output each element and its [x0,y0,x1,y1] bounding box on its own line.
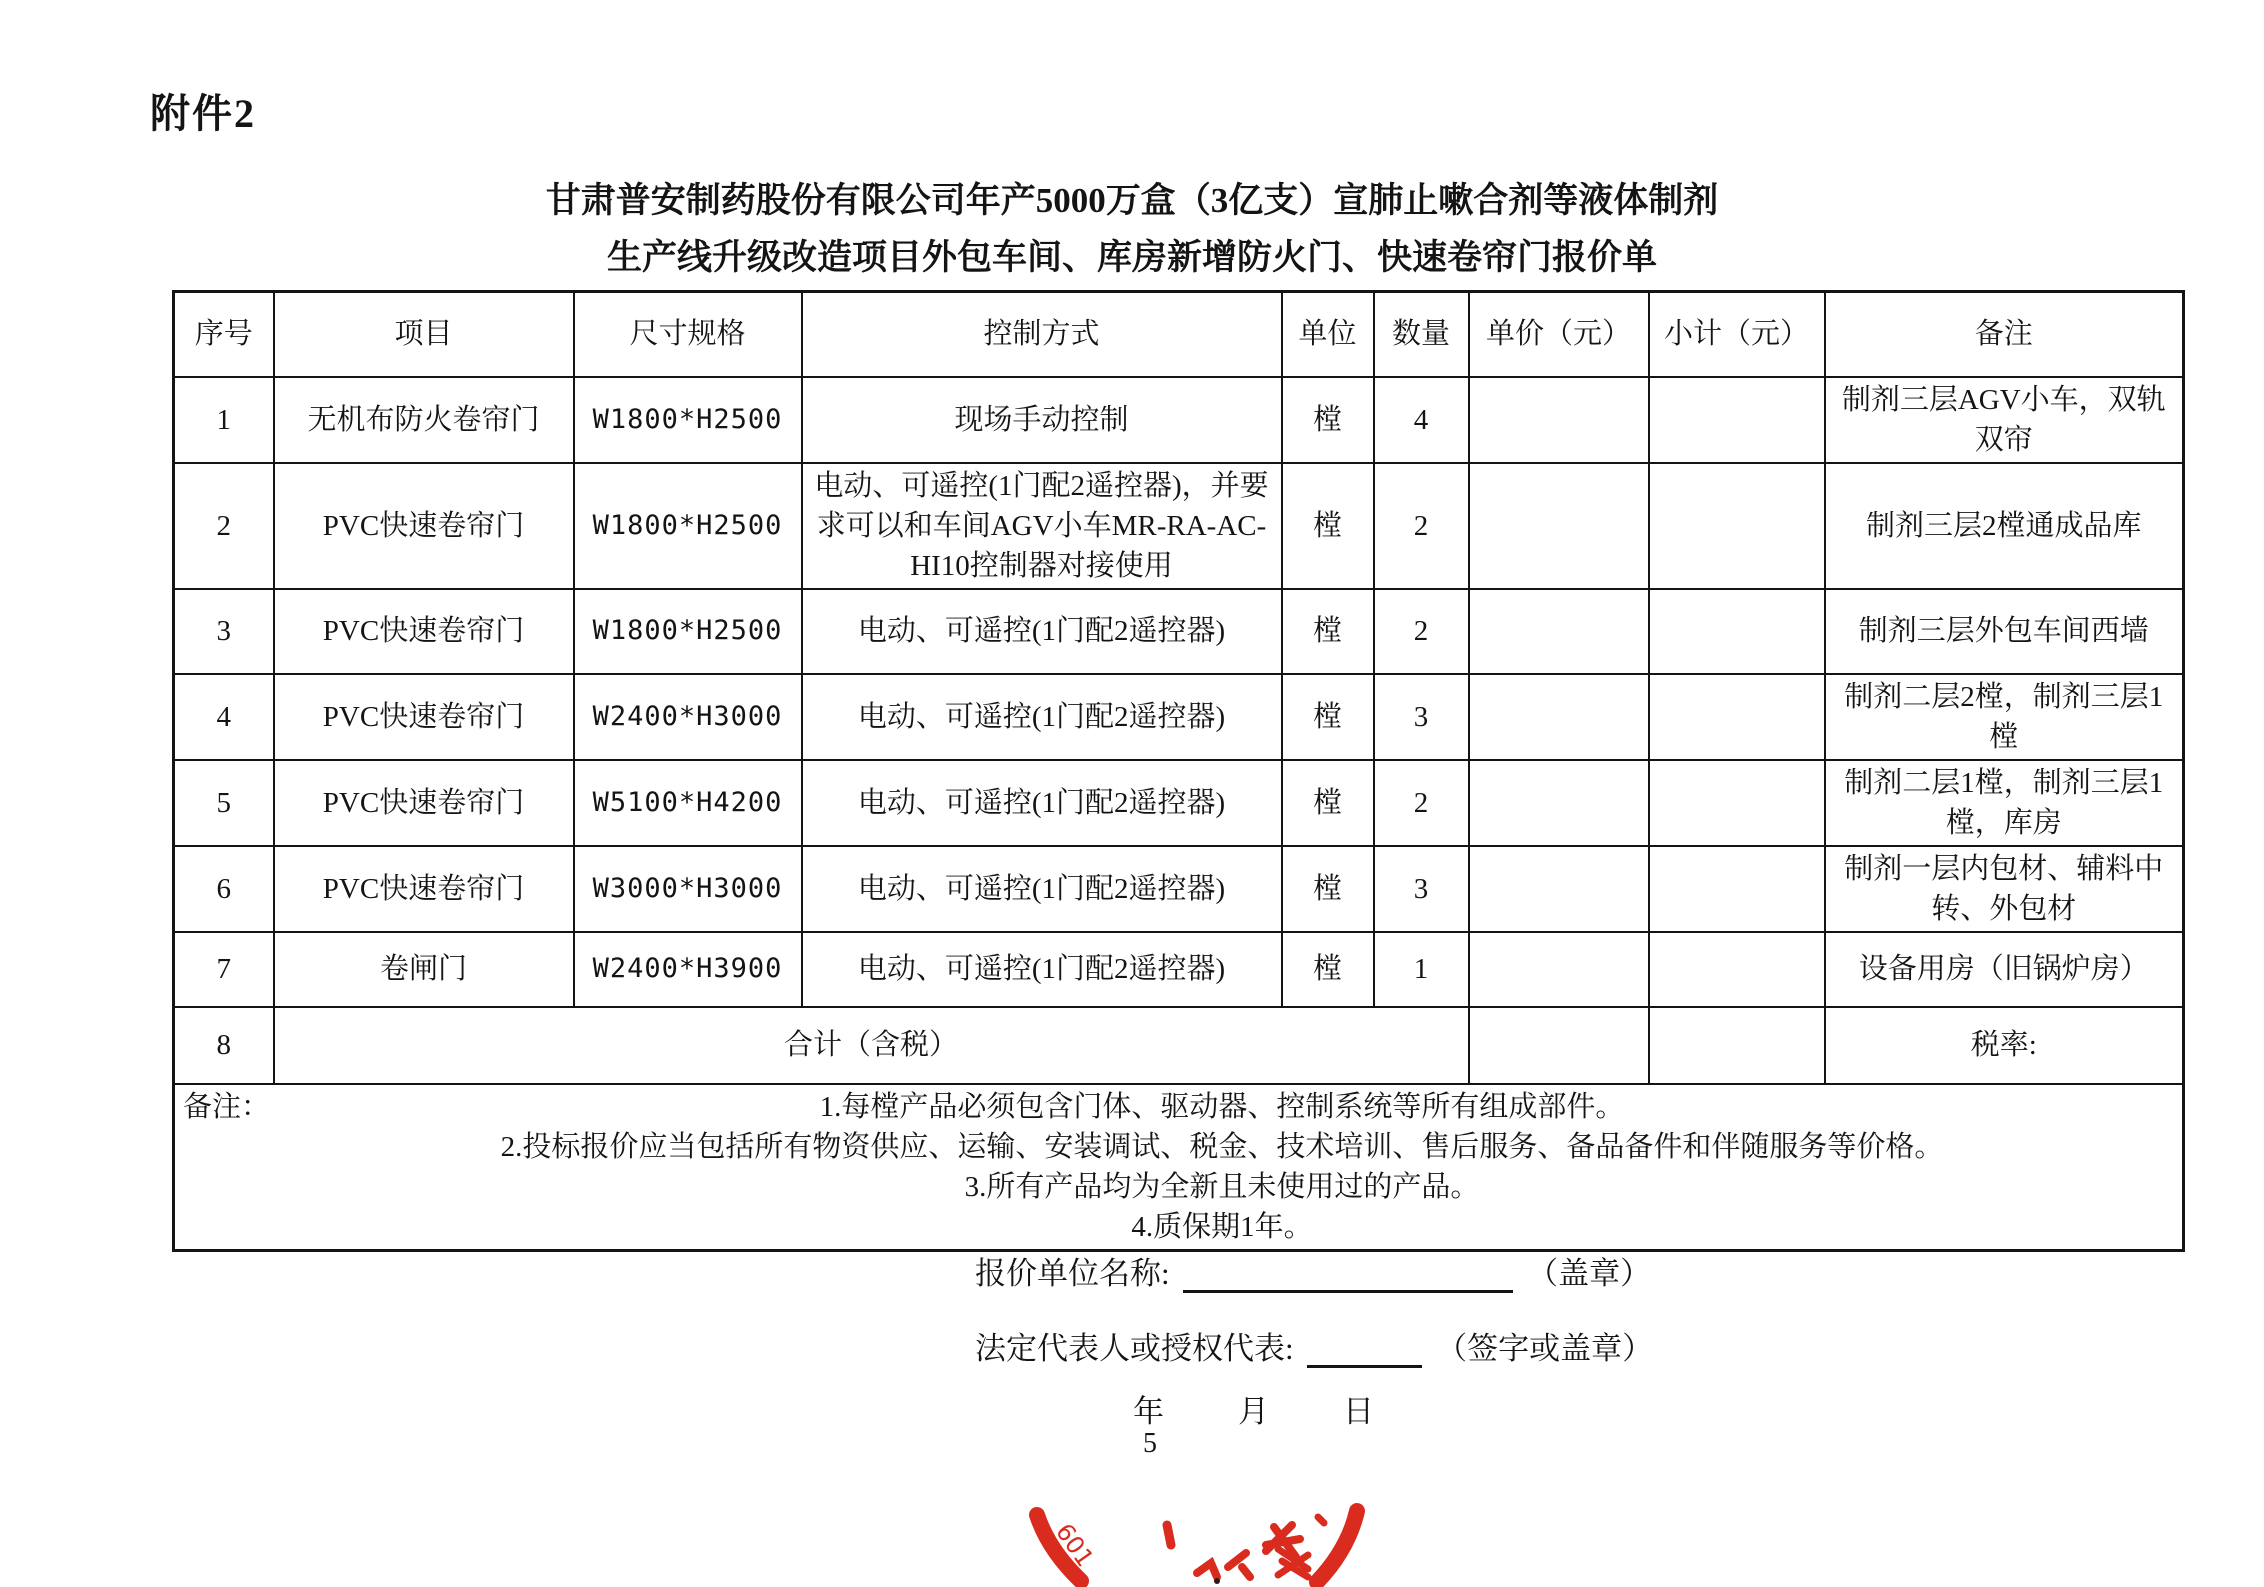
company-name-label: 报价单位名称: [975,1256,1170,1291]
cell-seq: 5 [174,760,274,846]
seal-fragment [1228,1553,1250,1577]
table-row [174,377,2184,463]
cell-seq: 1 [174,377,274,463]
attachment-label: 附件2 [150,91,256,136]
cell-control: 现场手动控制 [802,377,1282,463]
cell-item: PVC快速卷帘门 [274,846,574,932]
cell-subtotal [1649,932,1825,1007]
cell-seq: 4 [174,674,274,760]
red-seal-stamp-partial [985,1455,1405,1587]
quotation-table [172,290,2185,1252]
cell-unit: 樘 [1282,846,1374,932]
cell-spec: W1800*H2500 [574,377,802,463]
representative-signature-line [975,1323,1653,1368]
cell-unit: 樘 [1282,674,1374,760]
header-qty: 数量 [1374,292,1469,377]
cell-spec: W5100*H4200 [574,760,802,846]
cell-item: PVC快速卷帘门 [274,589,574,674]
tax-rate-label: 税率: [1825,1007,2184,1084]
title-line-1: 甘肃普安制药股份有限公司年产5000万盒（3亿支）宣肺止嗽合剂等液体制剂 [545,181,1719,220]
title-line-2: 生产线升级改造项目外包车间、库房新增防火门、快速卷帘门报价单 [606,238,1657,277]
representative-blank [1307,1331,1422,1368]
table-row [174,932,2184,1007]
header-spec: 尺寸规格 [574,292,802,377]
cell-unit-price [1469,589,1649,674]
cell-qty: 3 [1374,674,1469,760]
cell-seq: 6 [174,846,274,932]
notes-list [270,1087,2174,1247]
cell-control: 电动、可遥控(1门配2遥控器) [802,589,1282,674]
seal-number-fragment: 601 [1050,1518,1100,1572]
cell-unit-price [1469,377,1649,463]
table-header-row [174,292,2184,377]
cell-spec: W3000*H3000 [574,846,802,932]
cell-subtotal [1649,463,1825,589]
table-row [174,463,2184,589]
cell-control: 电动、可遥控(1门配2遥控器)，并要求可以和车间AGV小车MR-RA-AC-HI10控制器对接使用 [802,463,1282,589]
total-row [174,1007,2184,1084]
cell-control: 电动、可遥控(1门配2遥控器) [802,932,1282,1007]
cell-unit-price [1469,674,1649,760]
note-item: 3.所有产品均为全新且未使用过的产品。 [964,1170,1480,1203]
cell-item: PVC快速卷帘门 [274,674,574,760]
notes-row [174,1084,2184,1251]
header-seq: 序号 [174,292,274,377]
cell-subtotal [1649,674,1825,760]
page-number: 5 [1143,1428,1157,1459]
document-title [0,172,2264,286]
header-unit-price: 单价（元） [1469,292,1649,377]
company-seal-hint: （盖章） [1527,1256,1652,1291]
cell-subtotal [1649,760,1825,846]
cell-unit-price [1469,846,1649,932]
table-row [174,589,2184,674]
header-subtotal: 小计（元） [1649,292,1825,377]
table-row [174,846,2184,932]
seal-fragment [1197,1563,1217,1577]
representative-sign-hint: （签字或盖章） [1436,1331,1654,1366]
cell-remark: 制剂三层外包车间西墙 [1825,589,2184,674]
cell-remark: 制剂二层2樘，制剂三层1樘 [1825,674,2184,760]
cell-spec: W1800*H2500 [574,463,802,589]
ink-speck [1214,1578,1220,1584]
cell-unit: 樘 [1282,463,1374,589]
notes-label: 备注： [183,1090,271,1123]
cell-unit: 樘 [1282,377,1374,463]
cell-spec: W2400*H3000 [574,674,802,760]
cell-remark: 制剂一层内包材、辅料中转、外包材 [1825,846,2184,932]
note-item: 2.投标报价应当包括所有物资供应、运输、安装调试、税金、技术培训、售后服务、备品备件和伴随服务等价格。 [500,1130,1944,1163]
cell-control: 电动、可遥控(1门配2遥控器) [802,760,1282,846]
cell-control: 电动、可遥控(1门配2遥控器) [802,674,1282,760]
date-line: 年 月 日 [1133,1394,1378,1429]
cell-control: 电动、可遥控(1门配2遥控器) [802,846,1282,932]
seal-fragment [1167,1525,1171,1545]
cell-remark: 制剂三层AGV小车，双轨双帘 [1825,377,2184,463]
cell-unit: 樘 [1282,760,1374,846]
company-name-blank [1183,1256,1513,1293]
cell-subtotal [1649,846,1825,932]
seal-fragment [1318,1517,1324,1523]
cell-item: PVC快速卷帘门 [274,760,574,846]
cell-remark: 设备用房（旧锅炉房） [1825,932,2184,1007]
representative-label: 法定代表人或授权代表: [975,1331,1294,1366]
cell-qty: 2 [1374,760,1469,846]
cell-item: PVC快速卷帘门 [274,463,574,589]
table-row [174,760,2184,846]
header-remark: 备注 [1825,292,2184,377]
cell-unit-price [1469,760,1649,846]
cell-unit: 樘 [1282,589,1374,674]
cell-seq: 8 [174,1007,274,1084]
total-unit-price [1469,1007,1649,1084]
cell-qty: 3 [1374,846,1469,932]
company-signature-line [975,1248,1651,1293]
note-item: 4.质保期1年。 [1131,1210,1313,1243]
cell-qty: 2 [1374,589,1469,674]
cell-seq: 7 [174,932,274,1007]
cell-subtotal [1649,377,1825,463]
total-label: 合计（含税） [274,1007,1469,1084]
cell-unit-price [1469,463,1649,589]
cell-remark: 制剂三层2樘通成品库 [1825,463,2184,589]
header-item: 项目 [274,292,574,377]
notes-cell [174,1084,2184,1251]
cell-unit-price [1469,932,1649,1007]
cell-qty: 2 [1374,463,1469,589]
header-unit: 单位 [1282,292,1374,377]
table-row [174,674,2184,760]
header-control: 控制方式 [802,292,1282,377]
cell-seq: 2 [174,463,274,589]
cell-seq: 3 [174,589,274,674]
cell-spec: W2400*H3900 [574,932,802,1007]
cell-remark: 制剂二层1樘，制剂三层1樘，库房 [1825,760,2184,846]
cell-unit: 樘 [1282,932,1374,1007]
cell-subtotal [1649,589,1825,674]
total-subtotal [1649,1007,1825,1084]
cell-item: 卷闸门 [274,932,574,1007]
cell-qty: 4 [1374,377,1469,463]
note-item: 1.每樘产品必须包含门体、驱动器、控制系统等所有组成部件。 [819,1090,1625,1123]
cell-spec: W1800*H2500 [574,589,802,674]
cell-item: 无机布防火卷帘门 [274,377,574,463]
cell-qty: 1 [1374,932,1469,1007]
